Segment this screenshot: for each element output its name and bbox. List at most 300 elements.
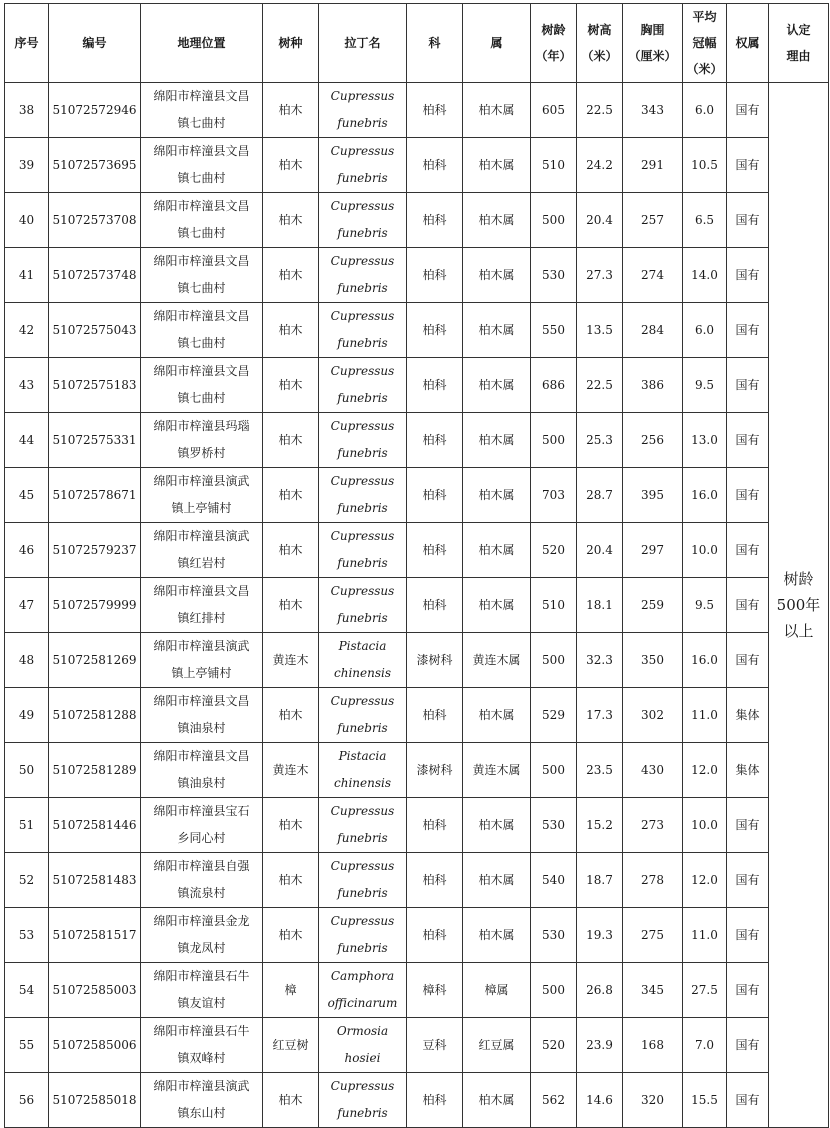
genus-cell: 柏木属	[463, 358, 531, 413]
ancient-tree-table	[4, 3, 829, 1128]
location-cell-line: 镇流泉村	[177, 886, 226, 900]
genus-cell: 柏木属	[463, 413, 531, 468]
latin-name-cell-line: funebris	[337, 171, 388, 185]
header-seq	[5, 4, 49, 83]
latin-name-cell-line: Cupressus	[330, 914, 395, 928]
latin-name-cell	[319, 743, 407, 798]
genus-cell: 柏木属	[463, 303, 531, 358]
latin-name-cell	[319, 688, 407, 743]
genus-cell: 樟属	[463, 963, 531, 1018]
crown-cell: 10.0	[683, 523, 727, 578]
reason-cell-line: 以上	[783, 622, 814, 640]
latin-name-cell-line: funebris	[337, 831, 388, 845]
girth-cell: 395	[623, 468, 683, 523]
header-genus	[463, 4, 531, 83]
crown-cell: 6.0	[683, 303, 727, 358]
species-cell: 柏木	[263, 138, 319, 193]
latin-name-cell-line: Cupressus	[330, 1079, 395, 1093]
location-cell-line: 镇七曲村	[177, 226, 226, 240]
height-cell: 18.1	[577, 578, 623, 633]
latin-name-cell-line: hosiei	[344, 1051, 381, 1065]
table-row	[5, 1073, 829, 1128]
girth-cell: 320	[623, 1073, 683, 1128]
code-cell: 51072585018	[49, 1073, 141, 1128]
genus-cell: 红豆属	[463, 1018, 531, 1073]
age-cell: 510	[531, 578, 577, 633]
species-cell: 黄连木	[263, 633, 319, 688]
latin-name-cell	[319, 523, 407, 578]
height-cell: 26.8	[577, 963, 623, 1018]
genus-cell: 黄连木属	[463, 633, 531, 688]
header-height-line: 树高	[587, 23, 612, 37]
ownership-cell: 国有	[727, 798, 769, 853]
code-cell: 51072573748	[49, 248, 141, 303]
ownership-cell: 国有	[727, 633, 769, 688]
ownership-cell: 国有	[727, 963, 769, 1018]
code-cell: 51072578671	[49, 468, 141, 523]
table-row	[5, 798, 829, 853]
species-cell: 柏木	[263, 1073, 319, 1128]
code-cell: 51072581517	[49, 908, 141, 963]
location-cell	[141, 1018, 263, 1073]
latin-name-cell-line: Cupressus	[330, 144, 395, 158]
seq-cell: 46	[5, 523, 49, 578]
age-cell: 500	[531, 413, 577, 468]
location-cell-line: 绵阳市梓潼县演武	[153, 1079, 250, 1093]
header-latin-line: 拉丁名	[344, 36, 381, 50]
species-cell: 柏木	[263, 413, 319, 468]
code-cell: 51072581288	[49, 688, 141, 743]
crown-cell: 12.0	[683, 743, 727, 798]
location-cell-line: 镇油泉村	[177, 776, 226, 790]
code-cell: 51072573695	[49, 138, 141, 193]
age-cell: 530	[531, 798, 577, 853]
height-cell: 15.2	[577, 798, 623, 853]
latin-name-cell	[319, 138, 407, 193]
girth-cell: 284	[623, 303, 683, 358]
genus-cell: 柏木属	[463, 578, 531, 633]
height-cell: 28.7	[577, 468, 623, 523]
ownership-cell: 国有	[727, 193, 769, 248]
table-row	[5, 303, 829, 358]
location-cell-line: 镇七曲村	[177, 336, 226, 350]
latin-name-cell	[319, 798, 407, 853]
family-cell: 柏科	[407, 908, 463, 963]
girth-cell: 278	[623, 853, 683, 908]
location-cell-line: 绵阳市梓潼县石牛	[153, 1024, 250, 1038]
girth-cell: 256	[623, 413, 683, 468]
crown-cell: 10.5	[683, 138, 727, 193]
location-cell-line: 镇罗桥村	[177, 446, 226, 460]
latin-name-cell-line: Cupressus	[330, 804, 395, 818]
family-cell: 柏科	[407, 358, 463, 413]
latin-name-cell-line: funebris	[337, 501, 388, 515]
girth-cell: 343	[623, 83, 683, 138]
family-cell: 柏科	[407, 413, 463, 468]
location-cell	[141, 1073, 263, 1128]
code-cell: 51072579237	[49, 523, 141, 578]
species-cell: 柏木	[263, 798, 319, 853]
latin-name-cell-line: Cupressus	[330, 199, 395, 213]
reason-cell-line: 树龄	[783, 570, 814, 588]
latin-name-cell-line: Cupressus	[330, 254, 395, 268]
location-cell-line: 镇上亭铺村	[171, 666, 232, 680]
crown-cell: 12.0	[683, 853, 727, 908]
ownership-cell: 国有	[727, 1018, 769, 1073]
latin-name-cell	[319, 1018, 407, 1073]
family-cell: 柏科	[407, 798, 463, 853]
latin-name-cell-line: Pistacia	[338, 639, 387, 653]
crown-cell: 7.0	[683, 1018, 727, 1073]
seq-cell: 44	[5, 413, 49, 468]
header-crown-line: 冠幅	[692, 36, 717, 50]
crown-cell: 6.0	[683, 83, 727, 138]
header-family-line: 科	[428, 36, 441, 50]
location-cell	[141, 138, 263, 193]
species-cell: 柏木	[263, 468, 319, 523]
family-cell: 柏科	[407, 303, 463, 358]
latin-name-cell-line: funebris	[337, 446, 388, 460]
girth-cell: 275	[623, 908, 683, 963]
seq-cell: 54	[5, 963, 49, 1018]
header-reason	[769, 4, 829, 83]
seq-cell: 39	[5, 138, 49, 193]
header-code	[49, 4, 141, 83]
location-cell-line: 镇龙凤村	[177, 941, 226, 955]
location-cell	[141, 963, 263, 1018]
code-cell: 51072575043	[49, 303, 141, 358]
height-cell: 14.6	[577, 1073, 623, 1128]
latin-name-cell-line: Cupressus	[330, 859, 395, 873]
table-row	[5, 1018, 829, 1073]
age-cell: 500	[531, 963, 577, 1018]
header-girth-line: 胸围	[640, 23, 665, 37]
latin-name-cell-line: Camphora	[330, 969, 395, 983]
species-cell: 红豆树	[263, 1018, 319, 1073]
header-latin	[319, 4, 407, 83]
latin-name-cell	[319, 468, 407, 523]
age-cell: 500	[531, 743, 577, 798]
header-seq-line: 序号	[14, 36, 39, 50]
location-cell-line: 镇上亭铺村	[171, 501, 232, 515]
location-cell-line: 绵阳市梓潼县文昌	[153, 694, 250, 708]
family-cell: 漆树科	[407, 633, 463, 688]
location-cell-line: 乡同心村	[177, 831, 226, 845]
table-row	[5, 578, 829, 633]
seq-cell: 45	[5, 468, 49, 523]
location-cell-line: 绵阳市梓潼县演武	[153, 639, 250, 653]
location-cell-line: 绵阳市梓潼县文昌	[153, 584, 250, 598]
latin-name-cell-line: Cupressus	[330, 694, 395, 708]
ownership-cell: 国有	[727, 413, 769, 468]
seq-cell: 50	[5, 743, 49, 798]
height-cell: 22.5	[577, 358, 623, 413]
seq-cell: 55	[5, 1018, 49, 1073]
height-cell: 23.9	[577, 1018, 623, 1073]
latin-name-cell-line: funebris	[337, 391, 388, 405]
crown-cell: 6.5	[683, 193, 727, 248]
latin-name-cell-line: funebris	[337, 226, 388, 240]
location-cell-line: 绵阳市梓潼县文昌	[153, 254, 250, 268]
location-cell	[141, 83, 263, 138]
header-height	[577, 4, 623, 83]
height-cell: 24.2	[577, 138, 623, 193]
genus-cell: 柏木属	[463, 138, 531, 193]
species-cell: 柏木	[263, 853, 319, 908]
seq-cell: 41	[5, 248, 49, 303]
location-cell	[141, 688, 263, 743]
species-cell: 黄连木	[263, 743, 319, 798]
location-cell-line: 绵阳市梓潼县宝石	[153, 804, 250, 818]
species-cell: 柏木	[263, 83, 319, 138]
girth-cell: 345	[623, 963, 683, 1018]
table-row	[5, 963, 829, 1018]
latin-name-cell-line: Cupressus	[330, 584, 395, 598]
age-cell: 520	[531, 1018, 577, 1073]
ownership-cell: 国有	[727, 248, 769, 303]
ownership-cell: 集体	[727, 743, 769, 798]
latin-name-cell	[319, 358, 407, 413]
header-row	[5, 4, 829, 83]
family-cell: 柏科	[407, 193, 463, 248]
location-cell-line: 绵阳市梓潼县演武	[153, 529, 250, 543]
location-cell-line: 镇东山村	[177, 1106, 226, 1120]
table-row	[5, 358, 829, 413]
latin-name-cell	[319, 83, 407, 138]
age-cell: 500	[531, 193, 577, 248]
location-cell-line: 镇友谊村	[177, 996, 226, 1010]
ownership-cell: 国有	[727, 523, 769, 578]
code-cell: 51072581483	[49, 853, 141, 908]
genus-cell: 柏木属	[463, 83, 531, 138]
header-girth-line: （厘米）	[628, 49, 677, 63]
table-row	[5, 633, 829, 688]
header-location	[141, 4, 263, 83]
age-cell: 605	[531, 83, 577, 138]
girth-cell: 291	[623, 138, 683, 193]
seq-cell: 49	[5, 688, 49, 743]
location-cell-line: 绵阳市梓潼县玛瑙	[153, 419, 250, 433]
family-cell: 樟科	[407, 963, 463, 1018]
species-cell: 柏木	[263, 248, 319, 303]
latin-name-cell-line: Pistacia	[338, 749, 387, 763]
latin-name-cell-line: funebris	[337, 1106, 388, 1120]
header-age-line: 树龄	[541, 23, 566, 37]
seq-cell: 48	[5, 633, 49, 688]
girth-cell: 259	[623, 578, 683, 633]
reason-cell	[769, 83, 829, 1128]
location-cell	[141, 578, 263, 633]
age-cell: 520	[531, 523, 577, 578]
height-cell: 20.4	[577, 523, 623, 578]
girth-cell: 297	[623, 523, 683, 578]
ownership-cell: 国有	[727, 358, 769, 413]
species-cell: 柏木	[263, 688, 319, 743]
header-reason-line: 认定	[786, 23, 811, 37]
latin-name-cell-line: funebris	[337, 611, 388, 625]
latin-name-cell	[319, 413, 407, 468]
seq-cell: 51	[5, 798, 49, 853]
location-cell	[141, 523, 263, 578]
ownership-cell: 国有	[727, 83, 769, 138]
location-cell-line: 绵阳市梓潼县文昌	[153, 144, 250, 158]
latin-name-cell-line: funebris	[337, 281, 388, 295]
family-cell: 柏科	[407, 83, 463, 138]
header-species-line: 树种	[278, 36, 303, 50]
genus-cell: 黄连木属	[463, 743, 531, 798]
crown-cell: 27.5	[683, 963, 727, 1018]
girth-cell: 168	[623, 1018, 683, 1073]
age-cell: 703	[531, 468, 577, 523]
seq-cell: 52	[5, 853, 49, 908]
ownership-cell: 集体	[727, 688, 769, 743]
girth-cell: 350	[623, 633, 683, 688]
code-cell: 51072579999	[49, 578, 141, 633]
ownership-cell: 国有	[727, 578, 769, 633]
table-row	[5, 83, 829, 138]
height-cell: 17.3	[577, 688, 623, 743]
latin-name-cell-line: funebris	[337, 116, 388, 130]
latin-name-cell-line: funebris	[337, 336, 388, 350]
table-row	[5, 853, 829, 908]
height-cell: 18.7	[577, 853, 623, 908]
crown-cell: 10.0	[683, 798, 727, 853]
genus-cell: 柏木属	[463, 908, 531, 963]
location-cell-line: 镇七曲村	[177, 171, 226, 185]
header-owner	[727, 4, 769, 83]
header-code-line: 编号	[82, 36, 107, 50]
ownership-cell: 国有	[727, 1073, 769, 1128]
family-cell: 柏科	[407, 523, 463, 578]
location-cell	[141, 633, 263, 688]
ownership-cell: 国有	[727, 468, 769, 523]
code-cell: 51072581446	[49, 798, 141, 853]
location-cell	[141, 743, 263, 798]
location-cell-line: 绵阳市梓潼县文昌	[153, 89, 250, 103]
latin-name-cell-line: Ormosia	[336, 1024, 389, 1038]
latin-name-cell	[319, 908, 407, 963]
header-reason-line: 理由	[786, 49, 811, 63]
seq-cell: 47	[5, 578, 49, 633]
location-cell-line: 绵阳市梓潼县金龙	[153, 914, 250, 928]
species-cell: 柏木	[263, 578, 319, 633]
height-cell: 19.3	[577, 908, 623, 963]
age-cell: 540	[531, 853, 577, 908]
family-cell: 柏科	[407, 853, 463, 908]
table-row	[5, 138, 829, 193]
genus-cell: 柏木属	[463, 1073, 531, 1128]
header-girth	[623, 4, 683, 83]
genus-cell: 柏木属	[463, 853, 531, 908]
header-crown	[683, 4, 727, 83]
genus-cell: 柏木属	[463, 193, 531, 248]
seq-cell: 43	[5, 358, 49, 413]
header-owner-line: 权属	[735, 36, 760, 50]
family-cell: 柏科	[407, 1073, 463, 1128]
crown-cell: 14.0	[683, 248, 727, 303]
table-row	[5, 523, 829, 578]
code-cell: 51072573708	[49, 193, 141, 248]
location-cell-line: 绵阳市梓潼县文昌	[153, 309, 250, 323]
seq-cell: 42	[5, 303, 49, 358]
table-row	[5, 908, 829, 963]
location-cell-line: 绵阳市梓潼县文昌	[153, 749, 250, 763]
height-cell: 27.3	[577, 248, 623, 303]
latin-name-cell-line: Cupressus	[330, 364, 395, 378]
header-genus-line: 属	[490, 36, 503, 50]
latin-name-cell-line: Cupressus	[330, 529, 395, 543]
table-row	[5, 413, 829, 468]
seq-cell: 53	[5, 908, 49, 963]
table-row	[5, 468, 829, 523]
location-cell	[141, 303, 263, 358]
genus-cell: 柏木属	[463, 523, 531, 578]
location-cell	[141, 468, 263, 523]
age-cell: 529	[531, 688, 577, 743]
height-cell: 20.4	[577, 193, 623, 248]
age-cell: 550	[531, 303, 577, 358]
height-cell: 32.3	[577, 633, 623, 688]
location-cell	[141, 798, 263, 853]
location-cell	[141, 193, 263, 248]
reason-cell-line: 500年	[776, 596, 821, 614]
family-cell: 柏科	[407, 688, 463, 743]
header-height-line: （米）	[581, 49, 618, 63]
seq-cell: 40	[5, 193, 49, 248]
latin-name-cell-line: Cupressus	[330, 474, 395, 488]
latin-name-cell-line: chinensis	[334, 666, 391, 680]
age-cell: 686	[531, 358, 577, 413]
species-cell: 柏木	[263, 523, 319, 578]
genus-cell: 柏木属	[463, 688, 531, 743]
species-cell: 柏木	[263, 908, 319, 963]
location-cell-line: 镇红排村	[177, 611, 226, 625]
age-cell: 530	[531, 248, 577, 303]
ownership-cell: 国有	[727, 138, 769, 193]
species-cell: 樟	[263, 963, 319, 1018]
header-age-line: （年）	[535, 49, 572, 63]
latin-name-cell	[319, 303, 407, 358]
girth-cell: 257	[623, 193, 683, 248]
header-family	[407, 4, 463, 83]
crown-cell: 11.0	[683, 688, 727, 743]
code-cell: 51072581289	[49, 743, 141, 798]
ownership-cell: 国有	[727, 303, 769, 358]
latin-name-cell-line: officinarum	[327, 996, 398, 1010]
latin-name-cell-line: chinensis	[334, 776, 391, 790]
table-row	[5, 688, 829, 743]
height-cell: 25.3	[577, 413, 623, 468]
location-cell-line: 镇七曲村	[177, 391, 226, 405]
location-cell-line: 绵阳市梓潼县文昌	[153, 199, 250, 213]
crown-cell: 16.0	[683, 468, 727, 523]
height-cell: 13.5	[577, 303, 623, 358]
girth-cell: 274	[623, 248, 683, 303]
latin-name-cell-line: Cupressus	[330, 89, 395, 103]
girth-cell: 273	[623, 798, 683, 853]
girth-cell: 302	[623, 688, 683, 743]
latin-name-cell	[319, 633, 407, 688]
code-cell: 51072575183	[49, 358, 141, 413]
location-cell-line: 绵阳市梓潼县文昌	[153, 364, 250, 378]
family-cell: 豆科	[407, 1018, 463, 1073]
family-cell: 柏科	[407, 468, 463, 523]
location-cell-line: 绵阳市梓潼县石牛	[153, 969, 250, 983]
girth-cell: 430	[623, 743, 683, 798]
crown-cell: 16.0	[683, 633, 727, 688]
latin-name-cell	[319, 248, 407, 303]
location-cell-line: 镇七曲村	[177, 281, 226, 295]
